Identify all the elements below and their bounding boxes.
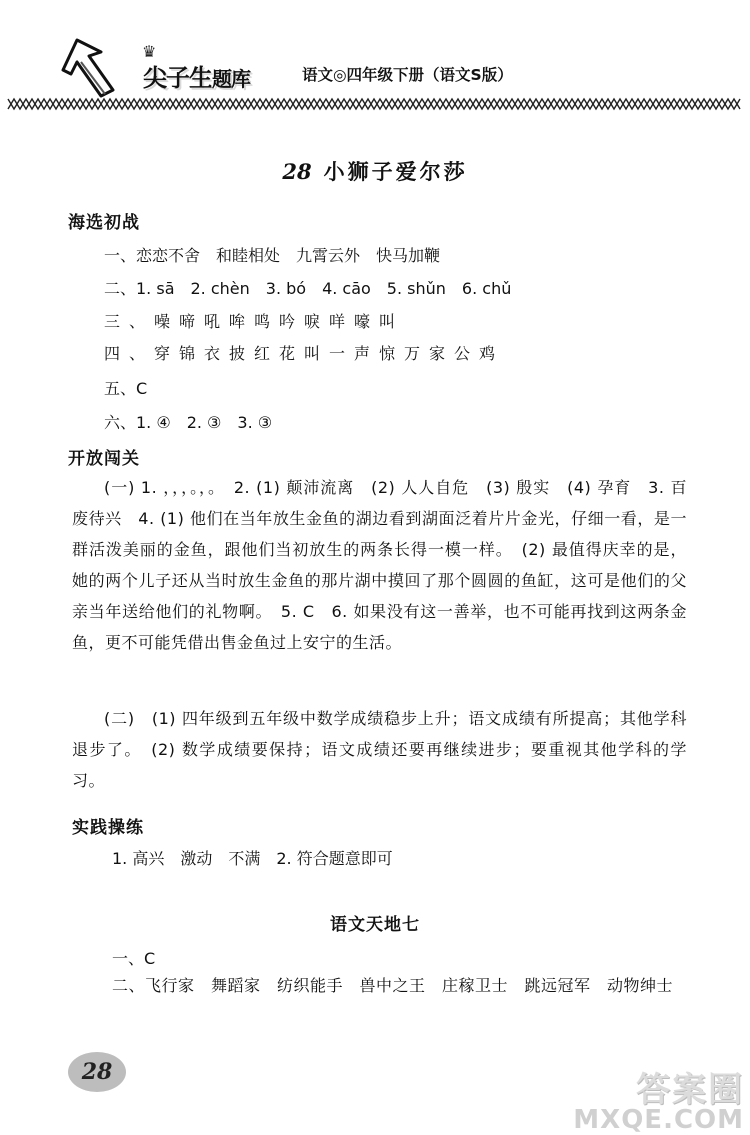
page-header — [0, 0, 750, 120]
watermark: 答案圈 MXQE.COM — [573, 1070, 744, 1135]
page-number: 28 — [68, 1052, 126, 1092]
section-heading-haixuan: 海选初战 — [68, 213, 140, 233]
tiandi-answer-2: 二、飞行家 舞蹈家 纺织能手 兽中之王 庄稼卫士 跳远冠军 动物绅士 — [112, 976, 674, 995]
answer-line-1: 一、恋恋不舍 和睦相处 九霄云外 快马加鞭 — [104, 246, 441, 265]
tiandi-answer-1: 一、C — [112, 949, 156, 968]
book-subtitle: 语文◎四年级下册（语文S版） — [302, 66, 513, 84]
answer-line-3: 三、噪啼吼哞鸣吟唳咩嚎叫 — [104, 312, 405, 331]
practice-answer: 1. 高兴 激动 不满 2. 符合题意即可 — [112, 849, 393, 868]
answer-line-2: 二、1. sā 2. chèn 3. bó 4. cāo 5. shǔn 6. chǔ — [104, 279, 512, 298]
answer-line-6: 六、1. ④ 2. ③ 3. ③ — [104, 413, 273, 432]
reading-answer-2: (二) (1) 四年级到五年级中数学成绩稳步上升；语文成绩有所提高；其他学科退步了。 (2) 数学成绩要保持；语文成绩还要再继续进步；要重视其他学科的学习。 — [72, 709, 687, 790]
answer-line-4: 四、穿锦衣披红花叫一声惊万家公鸡 — [104, 344, 505, 363]
answer-line-5: 五、C — [104, 379, 148, 398]
lesson-title: 28 小狮子爱尔莎 — [282, 159, 468, 184]
reading-answer-1: (一) 1. ，，，。，。 2. (1) 颠沛流离 (2) 人人自危 (3) 殷实 (4) 孕育 3. 百废待兴 4. (1) 他们在当年放生金鱼的湖边看到湖面泛着片片金光，仔细一看，是一群活泼美丽的金鱼，跟他们当初放生的两条长得一模一样。 (2) 最值得庆幸的是，她的两个儿子还从当时放生金鱼的那片湖中摸回了那个圆圆的鱼缸，这可是他们的父亲当年送给他们的礼物啊。 5. C 6. 如果没有这一善举，也不可能再找到这两条金鱼，更不可能凭借出售金鱼过上安宁的生活。 — [72, 478, 687, 652]
section-heading-kaifang: 开放闯关 — [68, 449, 140, 469]
section-heading-shijian: 实践操练 — [72, 818, 144, 838]
brand-logo: 尖子生题库 — [143, 64, 250, 92]
up-arrow-icon — [55, 32, 125, 102]
header-divider — [0, 96, 750, 112]
crown-icon: ♛ — [142, 42, 157, 61]
section-heading-yuwen-tiandi: 语文天地七 — [330, 915, 420, 935]
